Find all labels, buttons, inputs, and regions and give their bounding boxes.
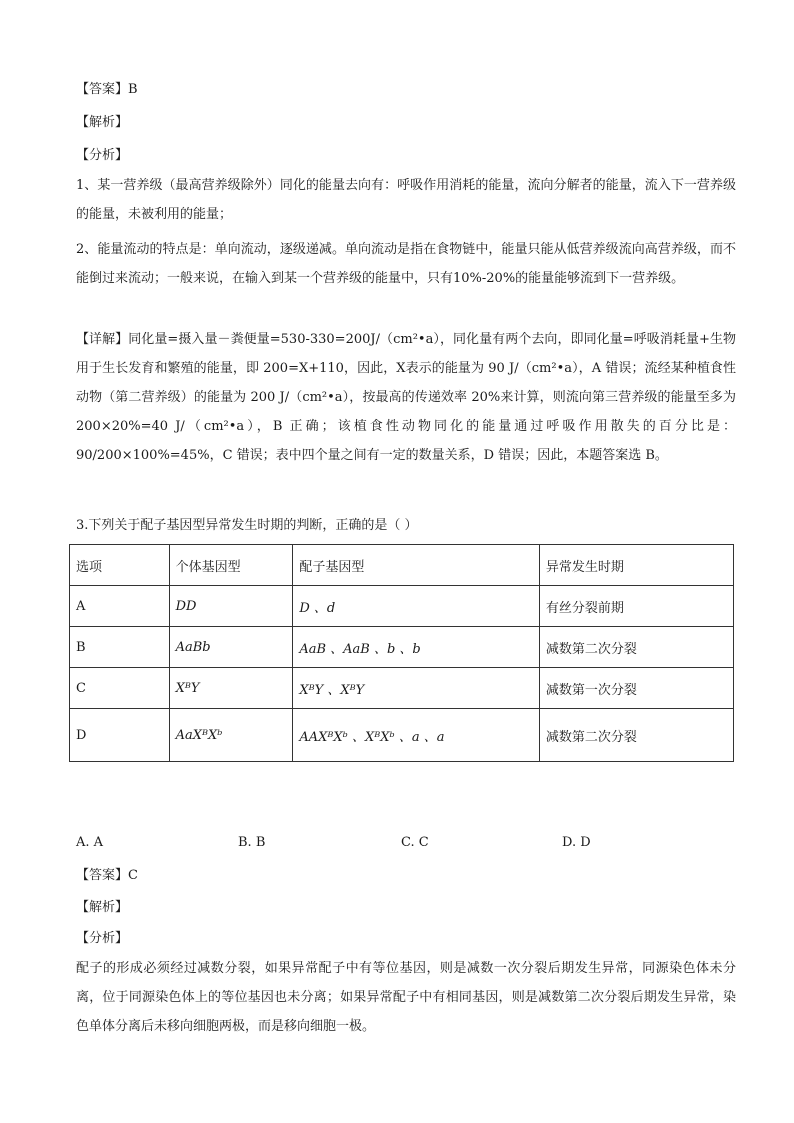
table-row xyxy=(70,668,734,709)
q2-point-2: 2、能量流动的特点是：单向流动，逐级递减。单向流动是指在食物链中，能量只能从低营养级流向高营养级，而不能倒过来流动；一般来说，在输入到某一个营养级的能量中，只有10%-20%的能量能够流到下一营养级。 xyxy=(76,242,736,286)
individual-genotype-cell: XᴮY xyxy=(169,668,293,709)
q3-options-table xyxy=(69,544,734,762)
individual-genotype-cell: DD xyxy=(169,586,293,627)
choice-b: B. B xyxy=(238,835,266,850)
gamete-genotype-cell: XᴮY 、XᴮY xyxy=(293,668,539,709)
q3-jiexi-heading: 【解析】 xyxy=(76,900,129,915)
option-cell: D xyxy=(70,709,170,762)
table-row xyxy=(70,586,734,627)
q2-answer: 【答案】B xyxy=(76,82,138,97)
table-header-cell: 个体基因型 xyxy=(169,545,293,586)
gamete-genotype-cell: D 、d xyxy=(293,586,539,627)
q3-answer: 【答案】C xyxy=(76,868,138,883)
table-row xyxy=(70,709,734,762)
table-header-row xyxy=(70,545,734,586)
abnormal-period-cell: 减数第二次分裂 xyxy=(539,709,733,762)
q3-stem: 3.下列关于配子基因型异常发生时期的判断，正确的是（ ） xyxy=(76,518,418,533)
q3-analysis: 配子的形成必须经过减数分裂，如果异常配子中有等位基因，则是减数一次分裂后期发生异常，同源染色体未分离，位于同源染色体上的等位基因也未分离；如果异常配子中有相同基因，则是减数第二次分裂后期发生异常，染色单体分离后未移向细胞两极，而是移向细胞一极。 xyxy=(76,961,736,1034)
choice-c: C. C xyxy=(401,835,429,850)
choice-a: A. A xyxy=(76,835,104,850)
abnormal-period-cell: 有丝分裂前期 xyxy=(539,586,733,627)
option-cell: C xyxy=(70,668,170,709)
q2-point-1: 1、某一营养级（最高营养级除外）同化的能量去向有：呼吸作用消耗的能量，流向分解者的能量，流入下一营养级的能量，未被利用的能量； xyxy=(76,178,736,222)
gamete-genotype-cell: AaB 、AaB 、b 、b xyxy=(293,627,539,668)
q2-detail: 【详解】同化量=摄入量－粪便量=530-330=200J/（cm²•a），同化量有两个去向，即同化量=呼吸消耗量+生物用于生长发育和繁殖的能量，即 200=X+110，因此，X表示的能量为 90 J/（cm²•a），A 错误；流经某种植食性动物（第二营养级）的能量为 200 J/（cm²•a），按最高的传递效率 20%来计算，则流向第三营养级的能量至多为 200×20%=40 J/（cm²•a），B 正确；该植食性动物同化的能量通过呼吸作用散失的百分比是：90/200×100%=45%，C 错误；表中四个量之间有一定的数量关系，D 错误；因此，本题答案选 B。 xyxy=(76,332,736,463)
table-row xyxy=(70,627,734,668)
table-header-cell: 选项 xyxy=(70,545,170,586)
q3-fenxi-heading: 【分析】 xyxy=(76,931,129,946)
option-cell: B xyxy=(70,627,170,668)
individual-genotype-cell: AaBb xyxy=(169,627,293,668)
table-header-cell: 异常发生时期 xyxy=(539,545,733,586)
q2-fenxi-heading: 【分析】 xyxy=(76,148,129,163)
abnormal-period-cell: 减数第二次分裂 xyxy=(539,627,733,668)
individual-genotype-cell: AaXᴮXᵇ xyxy=(169,709,293,762)
option-cell: A xyxy=(70,586,170,627)
abnormal-period-cell: 减数第一次分裂 xyxy=(539,668,733,709)
table-header-cell: 配子基因型 xyxy=(293,545,539,586)
gamete-genotype-cell: AAXᴮXᵇ 、XᴮXᵇ 、a 、a xyxy=(293,709,539,762)
q2-jiexi-heading: 【解析】 xyxy=(76,115,129,130)
q3-choices xyxy=(76,835,736,855)
choice-d: D. D xyxy=(562,835,591,850)
